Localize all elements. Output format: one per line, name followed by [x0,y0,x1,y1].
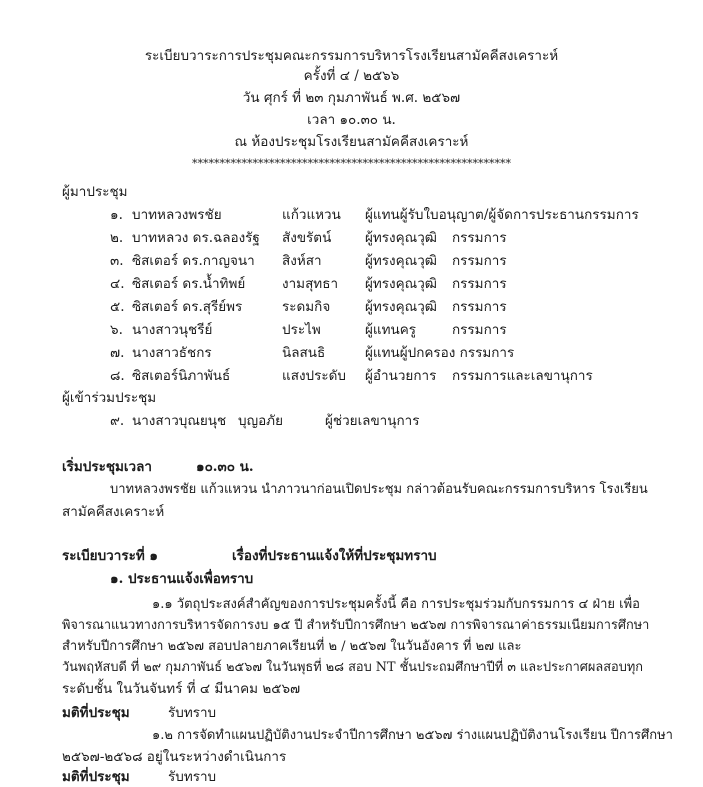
attendee-name: บาทหลวงพรชัย [132,207,222,223]
participants-heading: ผู้เข้าร่วมประชุม [62,390,157,406]
attendee-position: กรรมการ [452,230,507,246]
attendee-surname: นิลสนธิ [282,345,326,361]
attendee-number: ๖. [110,322,123,338]
participant-name: นางสาวบุณยนุช [132,413,227,429]
attendee-name: ซิสเตอร์ ดร.น้ำทิพย์ [132,276,246,292]
opening-text-line-2: สามัคคีสงเคราะห์ [62,504,165,520]
paragraph-line: วันพฤหัสบดี ที่ ๒๙ กุมภาพันธ์ ๒๕๖๗ ในวันพุธที่ ๒๘ สอบ NT ชั้นประถมศึกษาปีที่ ๓ และประกาศผลสอบทุก [62,660,644,675]
attendee-surname: แก้วแหวน [282,207,341,223]
attendee-number: ๔. [110,276,125,292]
meeting-time: เวลา ๑๐.๓๐ น. [307,112,396,128]
meeting-place: ณ ห้องประชุมโรงเรียนสามัคคีสงเคราะห์ [234,134,469,150]
paragraph-line: ระดับชั้น ในวันจันทร์ ที่ ๔ มีนาคม ๒๕๖๗ [62,681,301,697]
paragraph-line: ๒๕๖๗-๒๕๖๘ อยู่ในระหว่างดำเนินการ [62,749,287,765]
resolution-value: รับทราบ [168,705,217,721]
attendee-role: ผู้ทรงคุณวุฒิ [365,299,437,315]
attendee-surname: ระดมกิจ [282,299,331,315]
attendee-role: ผู้ทรงคุณวุฒิ [365,276,437,292]
attendee-position: กรรมการ [452,299,507,315]
attendee-position: กรรมการ [452,322,507,338]
paragraph-line: สำหรับปีการศึกษา ๒๕๖๗ สอบปลายภาคเรียนที่ ๒ / ๒๕๖๗ ในวันอังคาร ที่ ๒๗ และ [62,639,522,654]
attendee-name: ซิสเตอร์ ดร.สุรีย์พร [132,299,243,315]
paragraph-line: ๑.๑ วัตถุประสงค์สำคัญของการประชุมครั้งนี้ คือ การประชุมร่วมกับกรรมการ ๔ ฝ่าย เพื่อ [152,597,640,612]
resolution-label: มติที่ประชุม [62,705,130,721]
divider-stars: ********************************************************** [192,157,511,170]
meeting-number: ครั้งที่ ๔ / ๒๕๖๖ [303,68,400,84]
agenda-1-title: เรื่องที่ประธานแจ้งให้ที่ประชุมทราบ [232,548,437,564]
attendees-heading: ผู้มาประชุม [62,184,128,200]
attendee-position: ประธานกรรมการ [536,207,639,223]
attendee-name: นางสาวธัชกร [132,345,212,361]
attendee-role: ผู้อำนวยการ [365,368,437,384]
opening-label: เริ่มประชุมเวลา [62,459,152,475]
document-title: ระเบียบวาระการประชุมคณะกรรมการบริหารโรงเรียนสามัคคีสงเคราะห์ [144,48,559,64]
participant-role: ผู้ช่วยเลขานุการ [325,413,420,429]
attendee-position: กรรมการและเลขานุการ [452,368,593,384]
resolution-value: รับทราบ [168,769,217,785]
attendee-name: นางสาวนุชรีย์ [132,322,213,338]
participant-number: ๙. [110,413,125,429]
opening-text-line-1: บาทหลวงพรชัย แก้วแหวน นำภาวนาก่อนเปิดประชุม กล่าวต้อนรับคณะกรรมการบริหาร โรงเรียน [110,482,648,497]
attendee-position: กรรมการ [452,253,507,269]
attendee-name: ซิสเตอร์นิภาพันธ์ [132,368,231,384]
attendee-surname: แสงประดับ [282,368,346,384]
attendee-number: ๘. [110,368,125,384]
meeting-date: วัน ศุกร์ ที่ ๒๓ กุมภาพันธ์ พ.ศ. ๒๕๖๗ [242,90,461,106]
agenda-1-label: ระเบียบวาระที่ ๑ [62,548,158,564]
attendee-role: ผู้แทนผู้ปกครอง กรรมการ [365,345,515,361]
attendee-name: บาทหลวง ดร.ฉลองรัฐ [132,230,260,246]
attendee-number: ๕. [110,299,125,315]
attendee-number: ๗. [110,345,125,361]
attendee-position: กรรมการ [452,276,507,292]
attendee-role: ผู้ทรงคุณวุฒิ [365,230,437,246]
attendee-surname: สังขรัตน์ [282,230,332,246]
attendee-surname: สิงห์สา [282,253,322,269]
paragraph-line: ๑.๒ การจัดทำแผนปฏิบัติงานประจำปีการศึกษา ๒๕๖๗ ร่างแผนปฏิบัติงานโรงเรียน ปีการศึกษา [152,728,673,743]
agenda-1-subheading: ๑. ประธานแจ้งเพื่อทราบ [110,571,254,587]
attendee-number: ๒. [110,230,124,246]
participant-surname: บุญอภัย [238,413,283,429]
attendee-role: ผู้แทนครู [365,322,417,338]
resolution-label: มติที่ประชุม [62,769,130,785]
attendee-name: ซิสเตอร์ ดร.กาญจนา [132,253,255,269]
attendee-surname: งามสุทธา [282,276,339,292]
attendee-role: ผู้แทนผู้รับใบอนุญาต/ผู้จัดการ [365,207,536,223]
attendee-surname: ประไพ [282,322,321,338]
opening-time: ๑๐.๓๐ น. [196,459,254,475]
attendee-number: ๓. [110,253,124,269]
attendee-role: ผู้ทรงคุณวุฒิ [365,253,437,269]
paragraph-line: พิจารณาแนวทางการบริหารจัดการงบ ๑๕ ปี สำหรับปีการศึกษา ๒๕๖๗ การพิจารณาค่าธรรมเนียมการศึกษา [62,618,650,633]
attendee-number: ๑. [110,207,123,223]
